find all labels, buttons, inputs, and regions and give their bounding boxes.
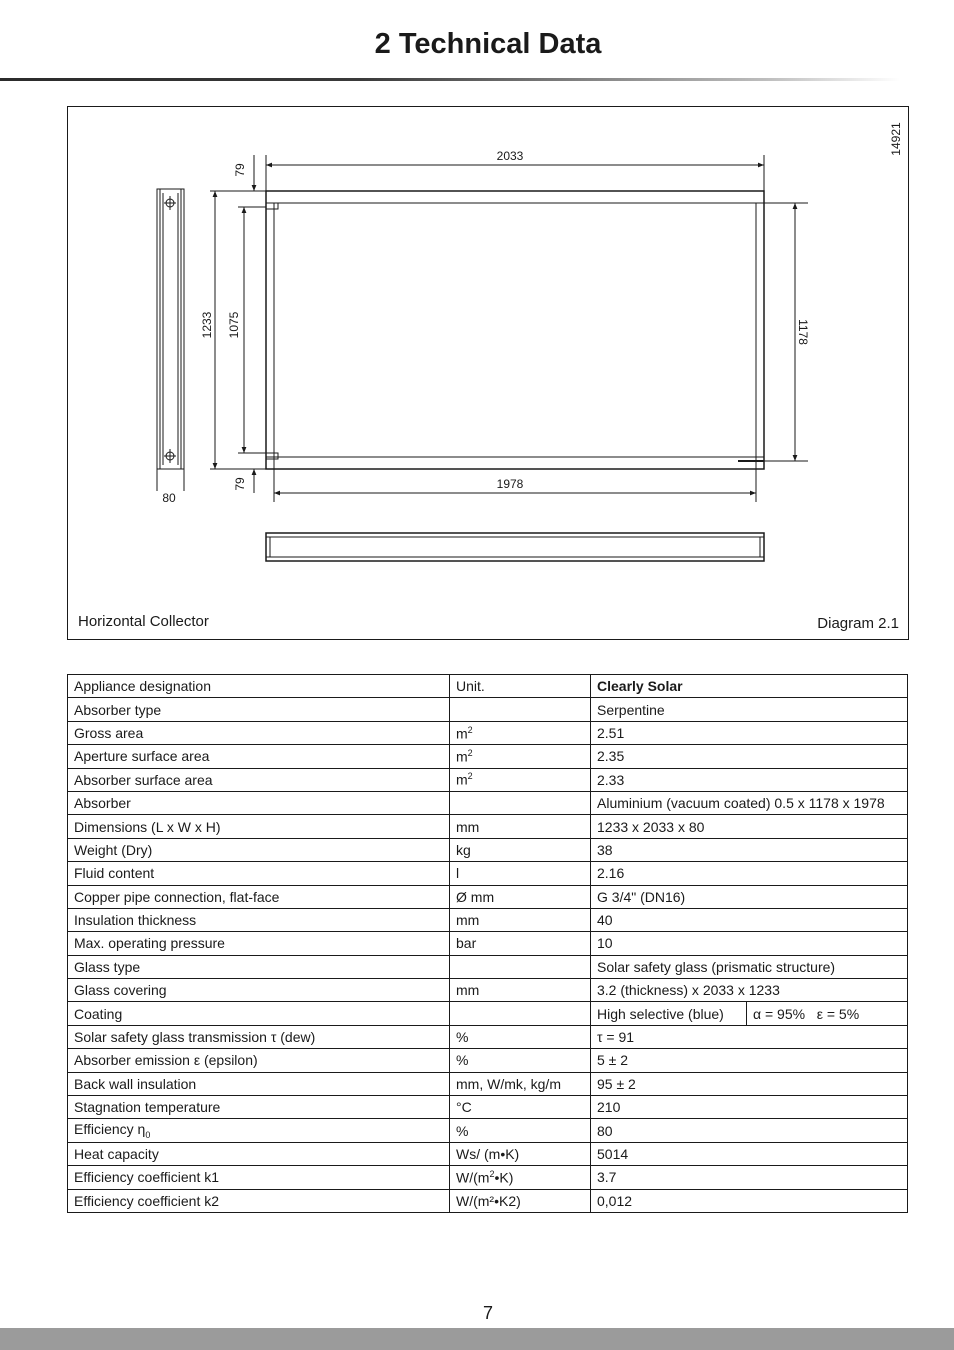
row-value: 40 [591, 908, 908, 931]
dim-width-inner: 1978 [496, 477, 524, 491]
row-unit: Ø mm [450, 885, 591, 908]
table-row [68, 1072, 908, 1095]
row-label: Aperture surface area [68, 745, 450, 768]
row-label: Insulation thickness [68, 908, 450, 931]
table-row [68, 955, 908, 978]
page-title: 2 Technical Data [374, 28, 602, 60]
row-label: Stagnation temperature [68, 1096, 450, 1119]
row-value: 5 ± 2 [591, 1049, 908, 1072]
row-value: 2.35 [591, 745, 908, 768]
table-row [68, 721, 908, 744]
diagram-caption: Horizontal Collector [78, 613, 209, 630]
coating-values: α = 95% ε = 5% [753, 1005, 860, 1022]
dim-height-absorber: 1075 [227, 311, 241, 339]
row-value: Serpentine [591, 698, 908, 721]
row-unit: $m^2$ [450, 745, 591, 768]
table-row [68, 979, 908, 1002]
row-value: 2.51 [591, 721, 908, 744]
row-unit: °C [450, 1096, 591, 1119]
row-unit: mm [450, 908, 591, 931]
title-rule [0, 78, 900, 81]
row-unit: bar [450, 932, 591, 955]
row-unit: % [450, 1119, 591, 1142]
collector-diagram [67, 106, 909, 640]
dim-depth: 80 [162, 491, 176, 505]
row-unit [450, 955, 591, 978]
row-unit: l [450, 862, 591, 885]
row-unit: Ws/ (m•K) [450, 1142, 591, 1165]
row-label: Weight (Dry) [68, 838, 450, 861]
row-label: Absorber type [68, 698, 450, 721]
table-row [68, 675, 908, 698]
row-value: G 3/4" (DN16) [591, 885, 908, 908]
row-value: 95 ± 2 [591, 1072, 908, 1095]
row-label: Appliance designation [68, 675, 450, 698]
row-value: High selective (blue) α = 95% ε = 5% [591, 1002, 908, 1025]
dim-height-right: 1178 [796, 319, 810, 345]
row-label: Glass covering [68, 979, 450, 1002]
table-row [68, 885, 908, 908]
row-unit [450, 1002, 591, 1025]
table-row [68, 932, 908, 955]
row-value: 2.16 [591, 862, 908, 885]
row-label: Gross area [68, 721, 450, 744]
row-label: Back wall insulation [68, 1072, 450, 1095]
row-value: 0,012 [591, 1189, 908, 1212]
table-row [68, 815, 908, 838]
row-value: 3.2 (thickness) x 2033 x 1233 [591, 979, 908, 1002]
row-unit: % [450, 1025, 591, 1048]
row-value: 3.7 [591, 1166, 908, 1189]
row-label: Efficiency coefficient k2 [68, 1189, 450, 1212]
row-label: Heat capacity [68, 1142, 450, 1165]
footer-bar [0, 1328, 954, 1350]
page-number: 7 [482, 1303, 493, 1323]
row-label: Solar safety glass transmission τ (dew) [68, 1025, 450, 1048]
dim-width-total: 2033 [496, 149, 524, 163]
row-unit: $W/(m^2•K)$ [450, 1166, 591, 1189]
collector-drawing [68, 107, 910, 641]
row-unit: mm [450, 815, 591, 838]
table-row [68, 1189, 908, 1212]
dim-height-total: 1233 [200, 311, 214, 339]
table-row [68, 698, 908, 721]
row-unit: $m^2$ [450, 721, 591, 744]
bottom-view [266, 533, 764, 561]
row-label: Absorber emission ε (epsilon) [68, 1049, 450, 1072]
row-label: Max. operating pressure [68, 932, 450, 955]
row-unit: $m^2$ [450, 768, 591, 791]
diagram-number: Diagram 2.1 [817, 615, 899, 632]
table-row [68, 1119, 908, 1142]
row-label: Efficiency coefficient k1 [68, 1166, 450, 1189]
row-label: Dimensions (L x W x H) [68, 815, 450, 838]
technical-data-table [67, 674, 908, 1213]
table-row [68, 1142, 908, 1165]
row-value: 2.33 [591, 768, 908, 791]
row-unit: W/(m²•K2) [450, 1189, 591, 1212]
front-view [266, 191, 764, 469]
row-value: 38 [591, 838, 908, 861]
table-row [68, 745, 908, 768]
table-row [68, 768, 908, 791]
row-value: 10 [591, 932, 908, 955]
row-value: Solar safety glass (prismatic structure) [591, 955, 908, 978]
table-row [68, 1049, 908, 1072]
table-row [68, 862, 908, 885]
row-value: 210 [591, 1096, 908, 1119]
row-label: Efficiency $\eta_0$ [68, 1119, 450, 1142]
row-label: Fluid content [68, 862, 450, 885]
dim-edge-bottom: 79 [233, 477, 247, 491]
row-value: Clearly Solar [591, 675, 908, 698]
row-unit [450, 698, 591, 721]
table-row [68, 1002, 908, 1025]
dim-edge-top: 79 [233, 163, 247, 177]
row-label: Coating [68, 1002, 450, 1025]
drawing-ref: 14921 [889, 122, 903, 156]
row-value: 1233 x 2033 x 80 [591, 815, 908, 838]
table-row [68, 838, 908, 861]
table-row [68, 1096, 908, 1119]
row-value: τ = 91 [591, 1025, 908, 1048]
row-unit [450, 791, 591, 814]
table-row [68, 1025, 908, 1048]
row-label: Absorber surface area [68, 768, 450, 791]
table-row [68, 908, 908, 931]
side-view [157, 189, 184, 491]
row-value: 80 [591, 1119, 908, 1142]
row-unit: mm [450, 979, 591, 1002]
row-unit: mm, W/mk, kg/m [450, 1072, 591, 1095]
row-label: Glass type [68, 955, 450, 978]
table-row [68, 791, 908, 814]
row-unit: % [450, 1049, 591, 1072]
row-value: 5014 [591, 1142, 908, 1165]
row-unit: Unit. [450, 675, 591, 698]
row-label: Copper pipe connection, flat-face [68, 885, 450, 908]
row-value: Aluminium (vacuum coated) 0.5 x 1178 x 1978 [591, 791, 908, 814]
table-row [68, 1166, 908, 1189]
row-label: Absorber [68, 791, 450, 814]
row-unit: kg [450, 838, 591, 861]
